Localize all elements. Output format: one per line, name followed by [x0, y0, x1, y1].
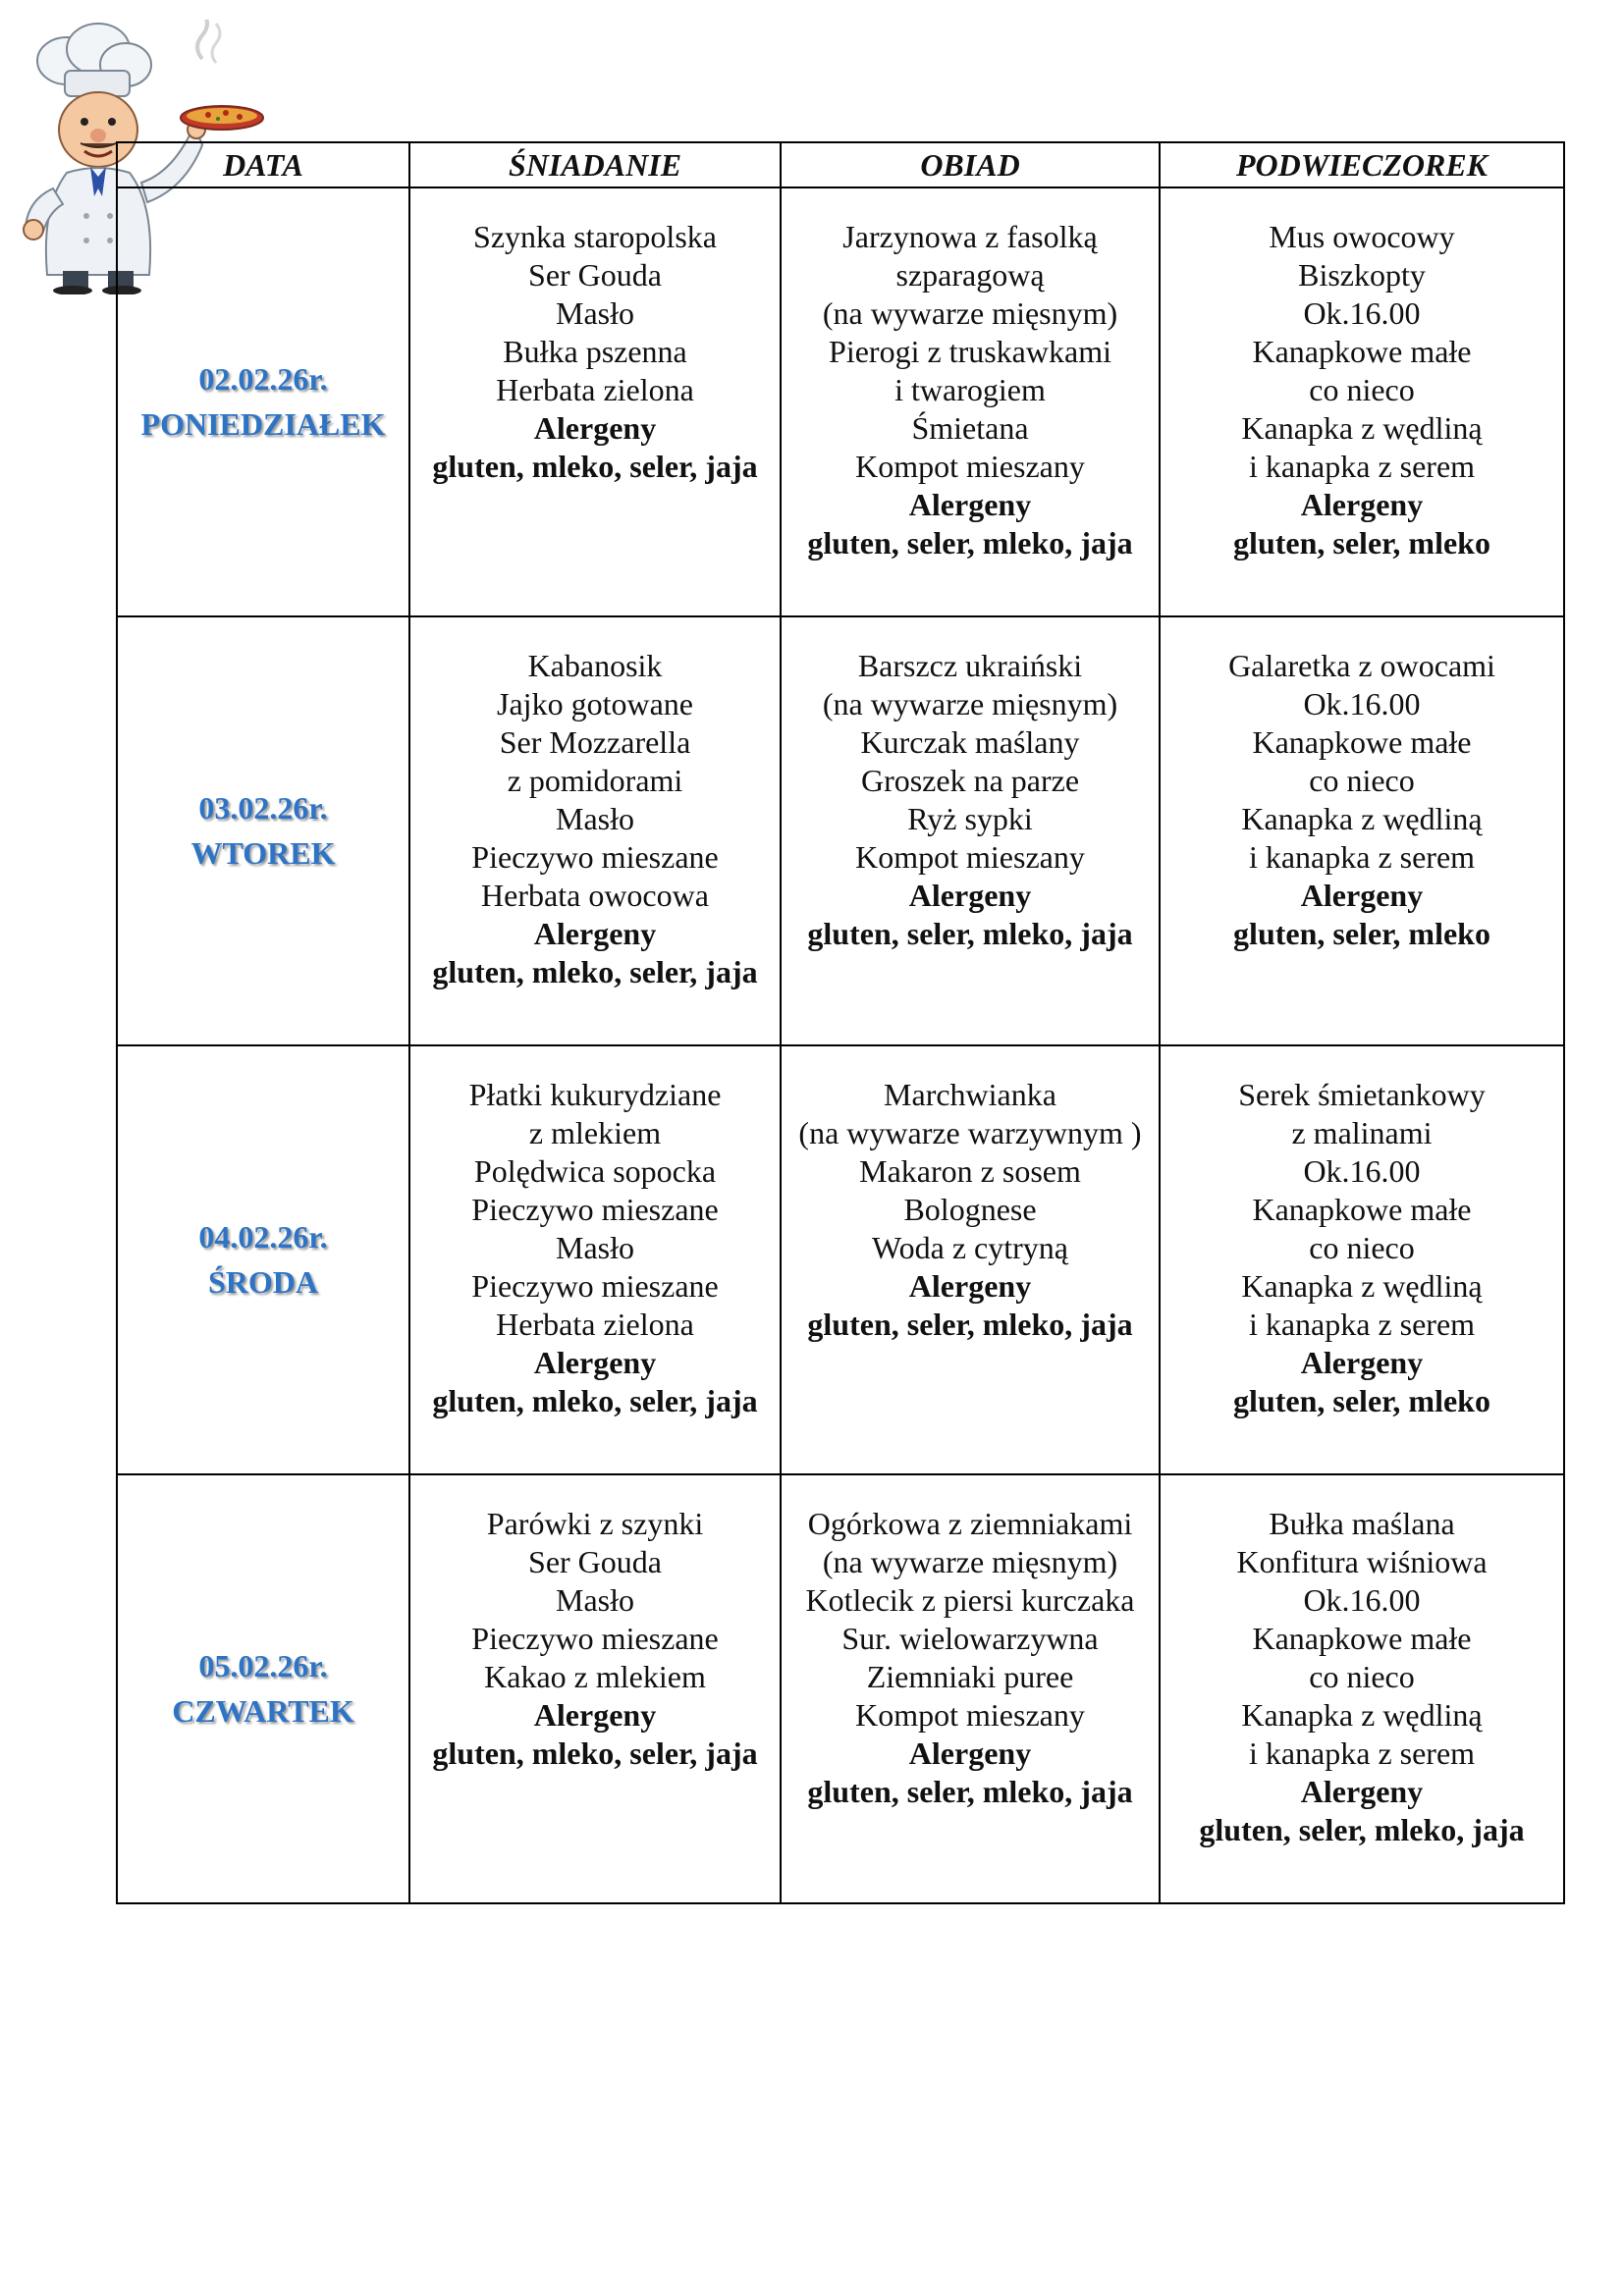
- allergens-list: gluten, seler, mleko: [1233, 525, 1490, 561]
- menu-item: Makaron z sosem: [859, 1153, 1081, 1189]
- allergens-label: Alergeny: [1300, 487, 1424, 522]
- allergens-label: Alergeny: [533, 410, 657, 446]
- menu-item: Ok.16.00: [1303, 1582, 1421, 1618]
- allergens-label: Alergeny: [908, 1268, 1032, 1304]
- day-date: 02.02.26r.: [198, 361, 328, 397]
- menu-item: co nieco: [1309, 372, 1415, 407]
- menu-item: Bolognese: [903, 1192, 1037, 1227]
- breakfast-cell: [409, 1045, 781, 1474]
- breakfast-cell: [409, 187, 781, 616]
- menu-item: co nieco: [1309, 1230, 1415, 1265]
- menu-item: Bułka pszenna: [503, 334, 687, 369]
- allergens-list: gluten, mleko, seler, jaja: [432, 1735, 758, 1771]
- day-cell: [117, 616, 409, 1045]
- menu-item: Kompot mieszany: [855, 449, 1085, 484]
- menu-item: Kurczak maślany: [860, 724, 1080, 760]
- menu-item: Kanapkowe małe: [1252, 334, 1472, 369]
- menu-item: Kakao z mlekiem: [484, 1659, 706, 1694]
- header-row: [117, 142, 1564, 187]
- menu-item: z pomidorami: [507, 763, 683, 798]
- day-cell: [117, 1474, 409, 1903]
- menu-item: Herbata zielona: [496, 1307, 694, 1342]
- breakfast-cell: [409, 1474, 781, 1903]
- day-name: CZWARTEK: [172, 1693, 354, 1729]
- menu-item: Ryż sypki: [907, 801, 1033, 836]
- menu-item: Kompot mieszany: [855, 1697, 1085, 1733]
- breakfast-cell: [409, 616, 781, 1045]
- menu-item: Kanapkowe małe: [1252, 724, 1472, 760]
- menu-item: Ok.16.00: [1303, 295, 1421, 331]
- menu-item: Pieczywo mieszane: [471, 1192, 719, 1227]
- menu-item: i kanapka z serem: [1248, 839, 1476, 875]
- allergens-label: Alergeny: [1300, 878, 1424, 913]
- menu-item: Kotlecik z piersi kurczaka: [805, 1582, 1135, 1618]
- day-date: 04.02.26r.: [198, 1219, 328, 1255]
- allergens-list: gluten, seler, mleko, jaja: [807, 1774, 1133, 1809]
- day-row: [117, 616, 1564, 1045]
- allergens-label: Alergeny: [908, 487, 1032, 522]
- menu-item: Kanapkowe małe: [1252, 1621, 1472, 1656]
- menu-item: Pierogi z truskawkami: [829, 334, 1111, 369]
- menu-item: (na wywarze mięsnym): [822, 1544, 1118, 1579]
- menu-item: Ser Gouda: [528, 1544, 662, 1579]
- menu-item: Masło: [556, 295, 634, 331]
- day-name: WTOREK: [190, 835, 336, 871]
- menu-item: Jajko gotowane: [497, 686, 693, 721]
- allergens-list: gluten, seler, mleko, jaja: [807, 1307, 1133, 1342]
- header-date: DATA: [117, 142, 409, 187]
- menu-item: Ser Gouda: [528, 257, 662, 293]
- menu-item: (na wywarze warzywnym ): [798, 1115, 1142, 1150]
- lunch-cell: [781, 616, 1160, 1045]
- allergens-list: gluten, mleko, seler, jaja: [432, 954, 758, 989]
- menu-item: i kanapka z serem: [1248, 1307, 1476, 1342]
- menu-item: Groszek na parze: [860, 763, 1080, 798]
- menu-item: Masło: [556, 1582, 634, 1618]
- allergens-list: gluten, seler, mleko, jaja: [807, 525, 1133, 561]
- allergens-list: gluten, seler, mleko, jaja: [1199, 1812, 1525, 1847]
- day-name: ŚRODA: [207, 1264, 318, 1300]
- day-date: 03.02.26r.: [198, 790, 328, 826]
- menu-item: Konfitura wiśniowa: [1236, 1544, 1488, 1579]
- menu-item: Kanapka z wędliną: [1241, 1268, 1483, 1304]
- menu-item: Sur. wielowarzywna: [841, 1621, 1099, 1656]
- menu-item: szparagową: [895, 257, 1045, 293]
- header-lunch: OBIAD: [781, 142, 1160, 187]
- menu-item: Ogórkowa z ziemniakami: [807, 1506, 1133, 1541]
- menu-item: Serek śmietankowy: [1238, 1077, 1486, 1112]
- menu-item: Ziemniaki puree: [866, 1659, 1074, 1694]
- snack-cell: [1160, 616, 1564, 1045]
- day-row: [117, 1045, 1564, 1474]
- menu-item: Biszkopty: [1298, 257, 1426, 293]
- menu-item: Kompot mieszany: [855, 839, 1085, 875]
- day-date: 05.02.26r.: [198, 1648, 328, 1683]
- menu-item: Śmietana: [911, 410, 1029, 446]
- lunch-cell: [781, 1474, 1160, 1903]
- day-name: PONIEDZIAŁEK: [140, 406, 386, 442]
- menu-item: Szynka staropolska: [473, 219, 717, 254]
- allergens-list: gluten, seler, mleko: [1233, 1383, 1490, 1418]
- menu-item: Ser Mozzarella: [499, 724, 691, 760]
- snack-cell: [1160, 1045, 1564, 1474]
- menu-item: co nieco: [1309, 763, 1415, 798]
- menu-item: Bułka maślana: [1269, 1506, 1455, 1541]
- menu-item: i kanapka z serem: [1248, 1735, 1476, 1771]
- allergens-label: Alergeny: [533, 1345, 657, 1380]
- menu-item: z malinami: [1291, 1115, 1433, 1150]
- menu-item: Płatki kukurydziane: [468, 1077, 722, 1112]
- allergens-list: gluten, mleko, seler, jaja: [432, 1383, 758, 1418]
- lunch-cell: [781, 1045, 1160, 1474]
- menu-item: Pieczywo mieszane: [471, 1268, 719, 1304]
- menu-item: Polędwica sopocka: [473, 1153, 717, 1189]
- allergens-label: Alergeny: [1300, 1774, 1424, 1809]
- menu-item: Masło: [556, 801, 634, 836]
- header-snack: PODWIECZOREK: [1160, 142, 1564, 187]
- lunch-cell: [781, 187, 1160, 616]
- menu-item: Woda z cytryną: [872, 1230, 1068, 1265]
- allergens-list: gluten, seler, mleko, jaja: [807, 916, 1133, 951]
- weekly-menu-table: [116, 141, 1565, 1904]
- menu-item: (na wywarze mięsnym): [822, 295, 1118, 331]
- menu-item: (na wywarze mięsnym): [822, 686, 1118, 721]
- allergens-label: Alergeny: [533, 1697, 657, 1733]
- snack-cell: [1160, 1474, 1564, 1903]
- header-breakfast: ŚNIADANIE: [409, 142, 781, 187]
- menu-body: [117, 187, 1564, 1903]
- menu-item: Herbata zielona: [496, 372, 694, 407]
- menu-item: z mlekiem: [528, 1115, 662, 1150]
- menu-item: Mus owocowy: [1269, 219, 1455, 254]
- menu-item: Parówki z szynki: [486, 1506, 704, 1541]
- menu-item: i kanapka z serem: [1248, 449, 1476, 484]
- day-row: [117, 1474, 1564, 1903]
- allergens-label: Alergeny: [533, 916, 657, 951]
- snack-cell: [1160, 187, 1564, 616]
- menu-item: Kanapka z wędliną: [1241, 801, 1483, 836]
- menu-item: Jarzynowa z fasolką: [842, 219, 1098, 254]
- allergens-label: Alergeny: [1300, 1345, 1424, 1380]
- menu-item: Kanapka z wędliną: [1241, 1697, 1483, 1733]
- menu-item: Ok.16.00: [1303, 1153, 1421, 1189]
- allergens-list: gluten, seler, mleko: [1233, 916, 1490, 951]
- menu-item: Barszcz ukraiński: [857, 648, 1083, 683]
- allergens-label: Alergeny: [908, 1735, 1032, 1771]
- menu-item: Kabanosik: [527, 648, 663, 683]
- menu-item: Pieczywo mieszane: [471, 1621, 719, 1656]
- allergens-list: gluten, mleko, seler, jaja: [432, 449, 758, 484]
- menu-item: Ok.16.00: [1303, 686, 1421, 721]
- day-cell: [117, 187, 409, 616]
- menu-item: Pieczywo mieszane: [471, 839, 719, 875]
- menu-item: Marchwianka: [884, 1077, 1056, 1112]
- menu-item: Kanapkowe małe: [1252, 1192, 1472, 1227]
- menu-item: i twarogiem: [894, 372, 1046, 407]
- day-cell: [117, 1045, 409, 1474]
- day-row: [117, 187, 1564, 616]
- menu-item: co nieco: [1309, 1659, 1415, 1694]
- menu-item: Kanapka z wędliną: [1241, 410, 1483, 446]
- menu-item: Galaretka z owocami: [1228, 648, 1495, 683]
- menu-item: Masło: [556, 1230, 634, 1265]
- menu-item: Herbata owocowa: [481, 878, 709, 913]
- allergens-label: Alergeny: [908, 878, 1032, 913]
